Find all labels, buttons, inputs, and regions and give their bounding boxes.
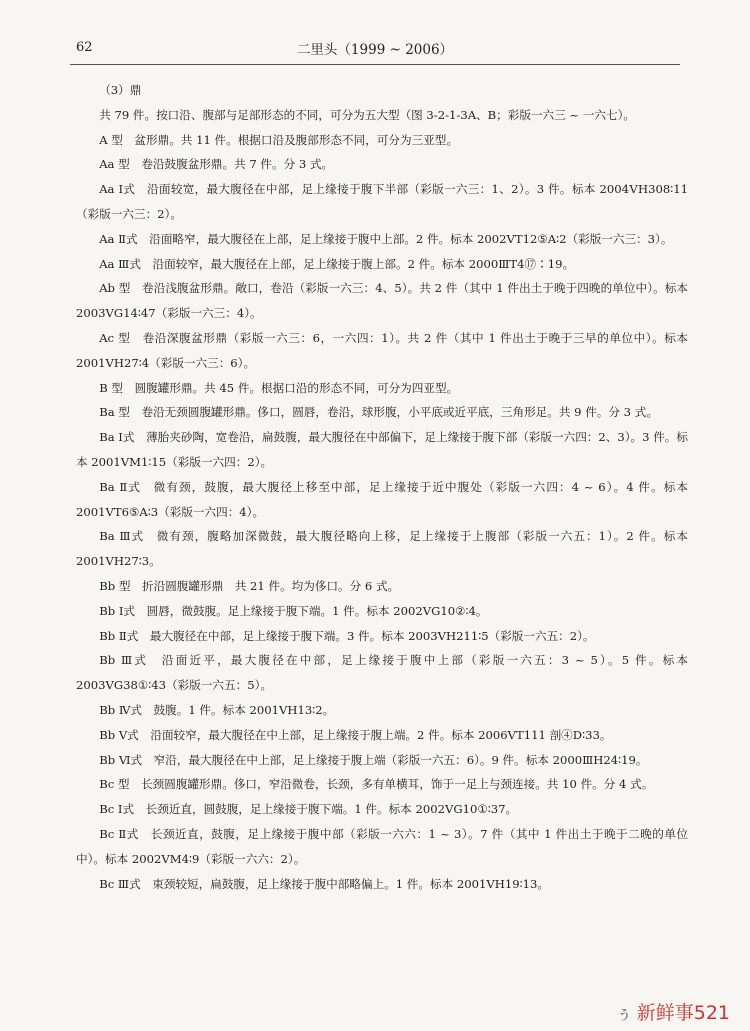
paragraph: B 型 圆腹罐形鼎。共 45 件。根据口沿的形态不同，可分为四亚型。	[99, 380, 459, 395]
section-heading: （3）鼎	[99, 83, 142, 97]
running-title: 二里头（1999 ~ 2006）	[296, 42, 454, 58]
watermark-text: 新鲜事521	[636, 1002, 730, 1024]
paragraph: Bc Ⅱ式 长颈近直，鼓腹，足上缘接于腹中部（彩版一六六：1 ~ 3）。7 件（其中 1 件出土于晚于二晚的单位中）。标本 2002ⅤM4∶9（彩版一六六：2）。	[76, 826, 688, 866]
paragraph: Bb Ⅳ式 鼓腹。1 件。标本 2001ⅤH13∶2。	[99, 702, 335, 717]
paragraph: Ba Ⅱ式 微有颈，鼓腹，最大腹径上移至中部，足上缘接于近中腹处（彩版一六四：4 ~ 6）。4 件。标本 2001ⅤT6⑤A∶3（彩版一六四：4）。	[76, 479, 688, 519]
sina-logo-icon: ぅ	[615, 1004, 633, 1024]
paragraph: Ab 型 卷沿浅腹盆形鼎。敞口，卷沿（彩版一六三：4、5）。共 2 件（其中 1 件出土于晚于四晚的单位中）。标本 2003ⅤG14∶47（彩版一六三：4）。	[76, 281, 688, 321]
page-header	[70, 36, 680, 65]
paragraph: Bc Ⅰ式 长颈近直，圆鼓腹，足上缘接于腹下端。1 件。标本 2002ⅤG10①∶37。	[99, 802, 518, 817]
page-number: 62	[76, 40, 93, 55]
paragraph: Aa 型 卷沿鼓腹盆形鼎。共 7 件。分 3 式。	[99, 157, 334, 172]
paragraph: 共 79 件。按口沿、腹部与足部形态的不同，可分为五大型（图 3-2-1-3A、B；彩版一六三 ~ 一六七）。	[99, 107, 635, 122]
paragraph: Aa Ⅰ式 沿面较宽，最大腹径在中部，足上缘接于腹下半部（彩版一六三：1、2）。3 件。标本 2004ⅤH308∶11（彩版一六三：2）。	[76, 182, 688, 221]
paragraph: Aa Ⅱ式 沿面略窄，最大腹径在上部，足上缘接于腹中上部。2 件。标本 2002ⅤT12⑤A∶2（彩版一六三：3）。	[99, 231, 673, 246]
paragraph: Ba Ⅰ式 薄胎夹砂陶，宽卷沿，扁鼓腹，最大腹径在中部偏下，足上缘接于腹下部（彩版一六四：2、3）。3 件。标本 2001ⅤM1∶15（彩版一六四：2）。	[76, 430, 688, 469]
paragraph: Bb Ⅴ式 沿面较窄，最大腹径在中上部，足上缘接于腹上端。2 件。标本 2006ⅤT111 剖④D∶33。	[99, 727, 612, 742]
paragraph: Bb Ⅵ式 窄沿，最大腹径在中上部，足上缘接于腹上端（彩版一六五：6）。9 件。标本 2000ⅢH24∶19。	[99, 752, 648, 767]
paragraph: Bb 型 折沿圆腹罐形鼎 共 21 件。均为侈口。分 6 式。	[99, 578, 400, 593]
paragraph: Ba Ⅲ式 微有颈，腹略加深微鼓，最大腹径略向上移，足上缘接于上腹部（彩版一六五：1）。2 件。标本 2001ⅤH27∶3。	[76, 529, 688, 569]
body-text	[76, 78, 688, 896]
paragraph: Bb Ⅲ式 沿面近平，最大腹径在中部，足上缘接于腹中上部（彩版一六五：3 ~ 5）。5 件。标本 2003ⅤG38①∶43（彩版一六五：5）。	[76, 653, 688, 693]
paragraph: Bb Ⅰ式 圆唇，微鼓腹。足上缘接于腹下端。1 件。标本 2002ⅤG10②∶4。	[99, 603, 488, 618]
watermark	[616, 998, 730, 1025]
paragraph: Aa Ⅲ式 沿面较窄，最大腹径在上部，足上缘接于腹上部。2 件。标本 2000ⅢT4⑰∶19。	[99, 256, 575, 271]
paragraph: Ba 型 卷沿无颈圆腹罐形鼎。侈口，圆唇，卷沿，球形腹，小平底或近平底，三角形足。共 9 件。分 3 式。	[99, 405, 658, 420]
paragraph: Bc 型 长颈圆腹罐形鼎。侈口，窄沿微卷，长颈，多有单横耳，饰于一足上与颈连接。共 10 件。分 4 式。	[99, 777, 654, 792]
paragraph: Bc Ⅲ式 束颈较短，扁鼓腹，足上缘接于腹中部略偏上。1 件。标本 2001ⅤH19∶13。	[99, 876, 549, 891]
paragraph: Bb Ⅱ式 最大腹径在中部，足上缘接于腹下端。3 件。标本 2003ⅤH211∶5（彩版一六五：2）。	[99, 628, 595, 643]
paragraph: Ac 型 卷沿深腹盆形鼎（彩版一六三：6，一六四：1）。共 2 件（其中 1 件出土于晚于三早的单位中）。标本 2001ⅤH27∶4（彩版一六三：6）。	[76, 330, 688, 370]
paragraph: A 型 盆形鼎。共 11 件。根据口沿及腹部形态不同，可分为三亚型。	[99, 132, 458, 147]
